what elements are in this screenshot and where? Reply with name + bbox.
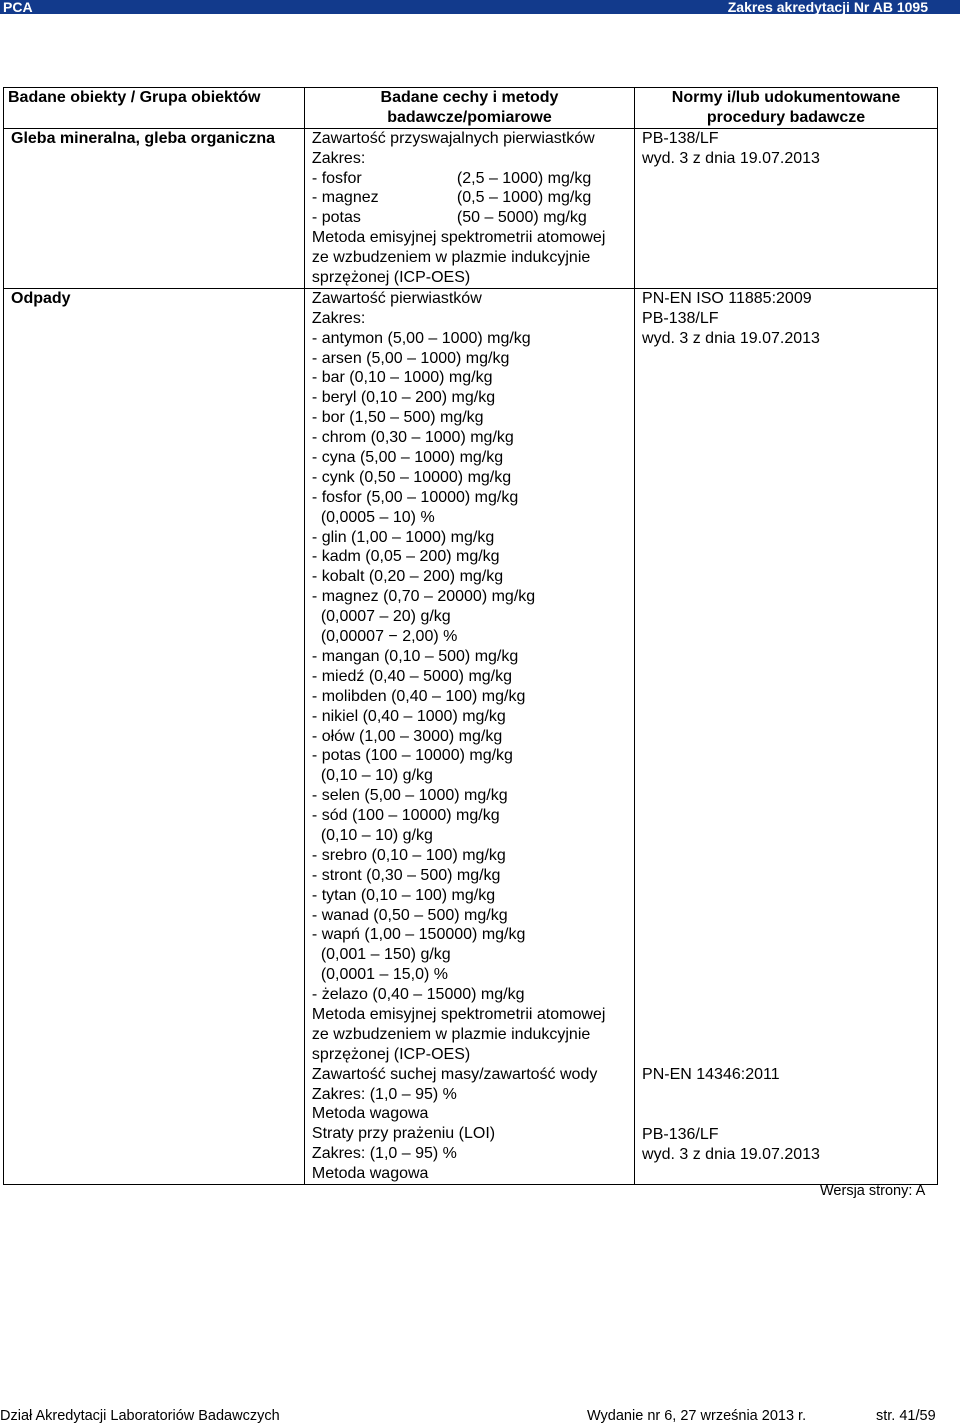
element-range-item: - selen (5,00 – 1000) mg/kg [311, 787, 508, 805]
accreditation-table [3, 87, 938, 1185]
header-norms-line2: procedury badawcze [706, 108, 866, 126]
element-range-item: - stront (0,30 – 500) mg/kg [311, 866, 501, 884]
norm-line: PN-EN 14346:2011 [642, 1065, 780, 1083]
element-range-item: - wapń (1,00 – 150000) mg/kg [311, 926, 526, 944]
dry-mass-zakres: Zakres: (1,0 – 95) % [311, 1085, 457, 1103]
element-range-item: (0,0007 – 20) g/kg [311, 608, 451, 626]
element-range-item: - żelazo (0,40 – 15000) mg/kg [311, 986, 525, 1004]
element-range-item: - fosfor (5,00 – 10000) mg/kg [311, 488, 519, 506]
element-range-item: - chrom (0,30 – 1000) mg/kg [311, 429, 514, 447]
footer-page: str. 41/59 [876, 1408, 936, 1424]
element-range-item: (0,0005 – 10) % [311, 508, 435, 526]
zakres-label: Zakres: [311, 149, 366, 167]
method-desc: Metoda emisyjnej spektrometrii atomowej [311, 1005, 606, 1023]
norm-line: wyd. 3 z dnia 19.07.2013 [642, 149, 820, 167]
spacer [642, 1085, 937, 1125]
loi-zakres: Zakres: (1,0 – 95) % [311, 1145, 457, 1163]
header-right: Zakres akredytacji Nr AB 1095 [727, 0, 928, 15]
norm-line: wyd. 3 z dnia 19.07.2013 [642, 329, 820, 347]
method-title: Zawartość pierwiastków [311, 289, 482, 307]
object-soil: Gleba mineralna, gleba organiczna [4, 128, 305, 288]
element-range-item: - wanad (0,50 – 500) mg/kg [311, 906, 508, 924]
header-methods-line1: Badane cechy i metody [380, 89, 559, 106]
element-range-item: - magnez (0,70 – 20000) mg/kg [311, 588, 536, 606]
element-range-item: - cynk (0,50 – 10000) mg/kg [311, 468, 512, 486]
element-range-item: - nikiel (0,40 – 1000) mg/kg [311, 707, 506, 725]
norm-line: PN-EN ISO 11885:2009 [642, 289, 812, 307]
footer-left: Dział Akredytacji Laboratoriów Badawczych [0, 1408, 280, 1424]
footer-middle: Wydanie nr 6, 27 września 2013 r. [587, 1408, 807, 1424]
element-list [312, 329, 634, 1005]
header-left: PCA [3, 0, 33, 15]
loi-method: Metoda wagowa [311, 1165, 429, 1183]
table-row [4, 128, 938, 288]
header-bar [0, 0, 960, 14]
header-objects: Badane obiekty / Grupa obiektów [4, 88, 305, 129]
method-desc: sprzężonej (ICP-OES) [311, 1045, 471, 1063]
element-range-item: - tytan (0,10 – 100) mg/kg [311, 886, 496, 904]
element-range-item: - miedź (0,40 – 5000) mg/kg [311, 667, 513, 685]
element-range-item: - bor (1,50 – 500) mg/kg [311, 409, 484, 427]
element-range-item: (0,00007 − 2,00) % [311, 628, 458, 646]
element-range-item: - molibden (0,40 – 100) mg/kg [311, 687, 526, 705]
page-version: Wersja strony: A [820, 1183, 926, 1199]
element-range-item: - bar (0,10 – 1000) mg/kg [311, 369, 493, 387]
spacer [642, 349, 937, 1065]
loi-title: Straty przy prażeniu (LOI) [311, 1125, 496, 1143]
element-range-item: - potas (100 – 10000) mg/kg [311, 747, 513, 765]
element-range-item: - glin (1,00 – 1000) mg/kg [311, 528, 495, 546]
element-range-item: (0,10 – 10) g/kg [311, 767, 433, 785]
header-norms-line1: Normy i/lub udokumentowane [671, 89, 901, 106]
element-range-item: (0,10 – 10) g/kg [311, 826, 433, 844]
element-range-item: - beryl (0,10 – 200) mg/kg [311, 389, 496, 407]
range-line: - magnez (0,5 – 1000) mg/kg [311, 189, 592, 207]
header-methods-line2: badawcze/pomiarowe [387, 108, 552, 126]
norms-waste [635, 288, 938, 1184]
header-methods [304, 88, 634, 129]
methods-waste [304, 288, 634, 1184]
element-range-item: (0,001 – 150) g/kg [311, 946, 451, 964]
element-range-item: - kobalt (0,20 – 200) mg/kg [311, 568, 504, 586]
range-line: - fosfor (2,5 – 1000) mg/kg [311, 169, 592, 187]
dry-mass-title: Zawartość suchej masy/zawartość wody [311, 1065, 598, 1083]
element-range-item: - antymon (5,00 – 1000) mg/kg [311, 329, 531, 347]
element-range-item: (0,0001 – 15,0) % [311, 966, 449, 984]
header-norms [635, 88, 938, 129]
method-desc: sprzężonej (ICP-OES) [311, 269, 471, 287]
dry-mass-method: Metoda wagowa [311, 1105, 429, 1123]
method-desc: ze wzbudzeniem w plazmie indukcyjnie [311, 1025, 591, 1043]
element-range-item: - sód (100 – 10000) mg/kg [311, 807, 500, 825]
table-row [4, 288, 938, 1184]
zakres-label: Zakres: [311, 309, 366, 327]
element-range-item: - srebro (0,10 – 100) mg/kg [311, 846, 506, 864]
norm-line: PB-138/LF [642, 309, 719, 327]
element-range-item: - kadm (0,05 – 200) mg/kg [311, 548, 500, 566]
element-range-item: - arsen (5,00 – 1000) mg/kg [311, 349, 510, 367]
object-waste: Odpady [4, 288, 305, 1184]
range-line: - potas (50 – 5000) mg/kg [311, 209, 587, 227]
element-range-item: - cyna (5,00 – 1000) mg/kg [311, 449, 504, 467]
element-range-item: - ołów (1,00 – 3000) mg/kg [311, 727, 503, 745]
norms-soil [635, 128, 938, 288]
norm-line: PB-138/LF [642, 129, 719, 147]
norm-line: wyd. 3 z dnia 19.07.2013 [642, 1145, 820, 1163]
method-title: Zawartość przyswajalnych pierwiastków [311, 129, 595, 147]
norm-line: PB-136/LF [642, 1125, 719, 1143]
method-desc: ze wzbudzeniem w plazmie indukcyjnie [311, 249, 591, 267]
method-desc: Metoda emisyjnej spektrometrii atomowej [311, 229, 606, 247]
methods-soil [304, 128, 634, 288]
element-range-item: - mangan (0,10 – 500) mg/kg [311, 647, 519, 665]
table-header-row [4, 88, 938, 129]
